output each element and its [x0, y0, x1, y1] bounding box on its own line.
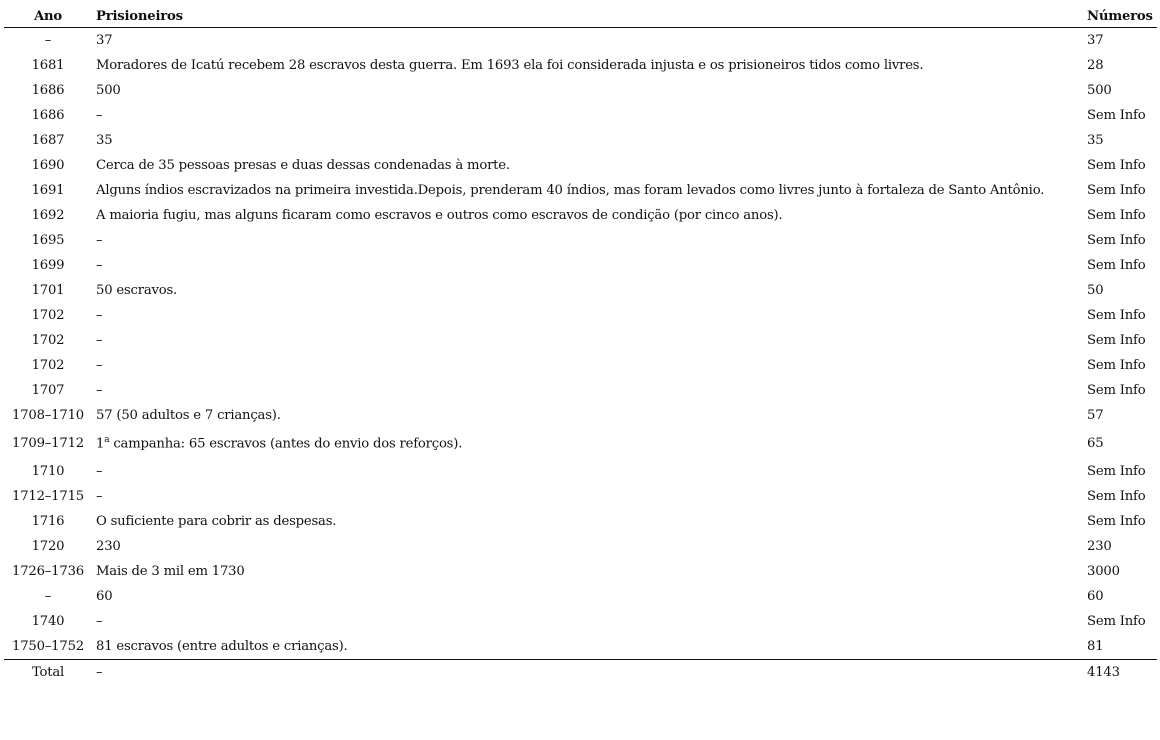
cell-ano: 1687: [31, 133, 65, 148]
table-row: [4, 584, 1157, 609]
cell-prisioneiros: 230: [96, 539, 121, 554]
cell-ano: 1740: [31, 614, 65, 629]
cell-numeros: 500: [1087, 83, 1112, 98]
cell-ano: 1710: [31, 464, 65, 479]
cell-prisioneiros: –: [96, 333, 103, 348]
cell-ano: 1707: [31, 383, 65, 398]
cell-ano: –: [44, 589, 52, 604]
table-row: [4, 153, 1157, 178]
cell-ano: 1702: [31, 358, 65, 373]
cell-numeros: Sem Info: [1087, 108, 1146, 123]
total-label: Total: [4, 660, 96, 686]
cell-prisioneiros: Moradores de Icatú recebem 28 escravos desta guerra. Em 1693 ela foi considerada injusta e os prisioneiros tidos como livres.: [96, 58, 924, 73]
cell-numeros: 60: [1087, 589, 1104, 604]
campaign-description: campanha: 65 escravos (antes do envio dos reforços).: [109, 436, 463, 452]
table-total-row: [4, 660, 1157, 686]
cell-ano: 1708–1710: [12, 408, 84, 423]
table-row: [4, 303, 1157, 328]
cell-prisioneiros: –: [96, 108, 103, 123]
table-row: [4, 509, 1157, 534]
table-row: [4, 403, 1157, 428]
cell-numeros: Sem Info: [1087, 489, 1146, 504]
cell-prisioneiros: O suficiente para cobrir as despesas.: [96, 514, 337, 529]
table-row: [4, 53, 1157, 78]
cell-prisioneiros: 57 (50 adultos e 7 crianças).: [96, 408, 281, 423]
table-row: [4, 484, 1157, 509]
cell-prisioneiros: A maioria fugiu, mas alguns ficaram como escravos e outros como escravos de condição (por cinco anos).: [96, 208, 783, 223]
table-row: [4, 278, 1157, 303]
cell-ano: 1690: [31, 158, 65, 173]
table-row: [4, 634, 1157, 660]
cell-ano: 1686: [31, 108, 65, 123]
cell-prisioneiros: –: [96, 489, 103, 504]
cell-numeros: Sem Info: [1087, 383, 1146, 398]
cell-ano: –: [44, 33, 52, 48]
total-prisioneiros: –: [96, 660, 1087, 686]
table-row: [4, 103, 1157, 128]
table-row: [4, 78, 1157, 103]
cell-ano: 1695: [31, 233, 65, 248]
cell-ano: 1692: [31, 208, 65, 223]
cell-prisioneiros: 50 escravos.: [96, 283, 178, 298]
cell-numeros: Sem Info: [1087, 183, 1146, 198]
cell-numeros: Sem Info: [1087, 158, 1146, 173]
header-prisioneiros: Prisioneiros: [96, 5, 1087, 28]
table-row: [4, 253, 1157, 278]
cell-ano: 1701: [31, 283, 65, 298]
header-numeros: Números: [1087, 5, 1157, 28]
cell-numeros: 37: [1087, 33, 1104, 48]
header-ano: Ano: [4, 5, 96, 28]
cell-prisioneiros: [96, 428, 1087, 459]
cell-ano: 1726–1736: [12, 564, 84, 579]
cell-ano: 1681: [31, 58, 65, 73]
cell-numeros: 28: [1087, 58, 1104, 73]
table-row: [4, 328, 1157, 353]
cell-ano: 1720: [31, 539, 65, 554]
campaign-ordinal-suffix: a: [104, 435, 110, 446]
cell-numeros: Sem Info: [1087, 514, 1146, 529]
cell-ano: 1702: [31, 308, 65, 323]
table-row: [4, 203, 1157, 228]
cell-prisioneiros: –: [96, 464, 103, 479]
cell-prisioneiros: –: [96, 233, 103, 248]
cell-numeros: Sem Info: [1087, 208, 1146, 223]
cell-ano: 1750–1752: [12, 639, 84, 654]
cell-ano: 1712–1715: [12, 489, 84, 504]
cell-ano: 1702: [31, 333, 65, 348]
cell-numeros: 230: [1087, 539, 1112, 554]
cell-prisioneiros: –: [96, 258, 103, 273]
cell-prisioneiros: 37: [96, 33, 113, 48]
cell-prisioneiros: –: [96, 383, 103, 398]
cell-ano: 1709–1712: [12, 436, 84, 451]
cell-numeros: Sem Info: [1087, 233, 1146, 248]
table-row: [4, 353, 1157, 378]
cell-numeros: 81: [1087, 639, 1104, 654]
table-row: [4, 128, 1157, 153]
total-numeros: 4143: [1087, 660, 1157, 686]
table-row: [4, 609, 1157, 634]
cell-prisioneiros: Cerca de 35 pessoas presas e duas dessas condenadas à morte.: [96, 158, 510, 173]
cell-numeros: Sem Info: [1087, 333, 1146, 348]
cell-prisioneiros: –: [96, 308, 103, 323]
cell-prisioneiros: –: [96, 358, 103, 373]
cell-prisioneiros: 60: [96, 589, 113, 604]
cell-numeros: Sem Info: [1087, 358, 1146, 373]
table-row: [4, 428, 1157, 459]
cell-numeros: Sem Info: [1087, 308, 1146, 323]
cell-numeros: Sem Info: [1087, 464, 1146, 479]
cell-numeros: 65: [1087, 436, 1104, 451]
table-row: [4, 28, 1157, 54]
table-row: [4, 178, 1157, 203]
campaign-ordinal-number: 1: [96, 436, 105, 452]
cell-ano: 1686: [31, 83, 65, 98]
cell-prisioneiros: 35: [96, 133, 113, 148]
cell-numeros: 57: [1087, 408, 1104, 423]
cell-prisioneiros: Mais de 3 mil em 1730: [96, 564, 245, 579]
cell-prisioneiros: 81 escravos (entre adultos e crianças).: [96, 639, 348, 654]
cell-numeros: 3000: [1087, 564, 1120, 579]
cell-numeros: Sem Info: [1087, 258, 1146, 273]
table-header-row: [4, 5, 1157, 28]
table-row: [4, 534, 1157, 559]
cell-ano: 1691: [31, 183, 65, 198]
cell-ano: 1699: [31, 258, 65, 273]
cell-numeros: Sem Info: [1087, 614, 1146, 629]
cell-prisioneiros: Alguns índios escravizados na primeira investida.Depois, prenderam 40 índios, mas foram levados como livres junto à fortaleza de Santo Antônio.: [96, 183, 1045, 198]
cell-ano: 1716: [31, 514, 65, 529]
cell-numeros: 35: [1087, 133, 1104, 148]
cell-numeros: 50: [1087, 283, 1104, 298]
table-row: [4, 559, 1157, 584]
table-row: [4, 378, 1157, 403]
table-row: [4, 459, 1157, 484]
cell-prisioneiros: 500: [96, 83, 121, 98]
cell-prisioneiros: –: [96, 614, 103, 629]
prisoners-table: [4, 5, 1157, 685]
table-row: [4, 228, 1157, 253]
